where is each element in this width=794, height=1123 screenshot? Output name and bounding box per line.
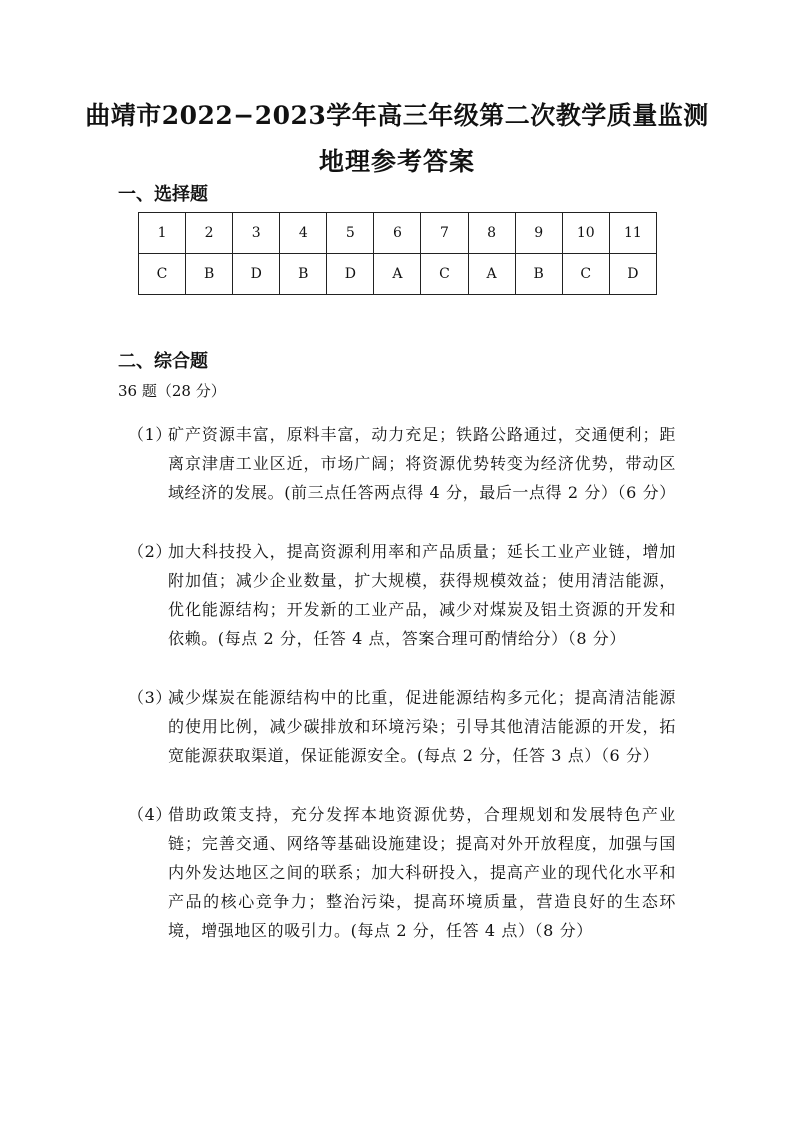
answer-letter-cell: C xyxy=(562,254,609,295)
answer-letter-cell: D xyxy=(327,254,374,295)
answer-item-text: 矿产资源丰富，原料丰富，动力充足；铁路公路通过，交通便利；距离京津唐工业区近，市场广阔；将资源优势转变为经济优势，带动区域经济的发展。(前三点任答两点得 4 分，最后一点得 2 分）（6 分） xyxy=(168,425,676,502)
answer-letter-cell: B xyxy=(280,254,327,295)
answer-item-2 xyxy=(128,537,676,653)
question-number-row xyxy=(139,213,657,254)
answer-letter-cell: D xyxy=(609,254,656,295)
answer-item-number: （3） xyxy=(128,688,172,707)
answer-letter-cell: C xyxy=(139,254,186,295)
answer-item-number: （4） xyxy=(128,805,172,824)
answer-item-number: （2） xyxy=(128,542,172,561)
question-number-cell: 9 xyxy=(515,213,562,254)
question-number-cell: 11 xyxy=(609,213,656,254)
question-number-cell: 7 xyxy=(421,213,468,254)
question-number-cell: 10 xyxy=(562,213,609,254)
answer-letter-cell: A xyxy=(374,254,421,295)
answer-item-3 xyxy=(128,683,676,770)
answer-letter-cell: C xyxy=(421,254,468,295)
question-number-cell: 4 xyxy=(280,213,327,254)
answer-letter-cell: D xyxy=(233,254,280,295)
question-36-label: 36 题（28 分） xyxy=(118,382,226,400)
question-number-cell: 1 xyxy=(139,213,186,254)
question-number-cell: 2 xyxy=(186,213,233,254)
page-title: 曲靖市2022−2023学年高三年级第二次教学质量监测 xyxy=(85,101,709,130)
answer-letter-cell: A xyxy=(468,254,515,295)
answer-item-4 xyxy=(128,800,676,945)
section-heading-multiple-choice: 一、选择题 xyxy=(118,184,208,205)
answer-letter-cell: B xyxy=(186,254,233,295)
answer-letter-cell: B xyxy=(515,254,562,295)
section-heading-comprehensive: 二、综合题 xyxy=(118,351,208,372)
answer-item-number: （1） xyxy=(128,425,172,444)
question-number-cell: 5 xyxy=(327,213,374,254)
answer-letter-row xyxy=(139,254,657,295)
answer-item-text: 加大科技投入，提高资源利用率和产品质量；延长工业产业链，增加附加值；减少企业数量，扩大规模，获得规模效益；使用清洁能源，优化能源结构；开发新的工业产品，减少对煤炭及铝土资源的开发和依赖。(每点 2 分，任答 4 点，答案合理可酌情给分）（8 分） xyxy=(168,542,676,648)
answer-item-text: 减少煤炭在能源结构中的比重，促进能源结构多元化；提高清洁能源的使用比例，减少碳排放和环境污染；引导其他清洁能源的开发，拓宽能源获取渠道，保证能源安全。(每点 2 分，任答 3 点）（6 分） xyxy=(168,688,676,765)
question-number-cell: 3 xyxy=(233,213,280,254)
answer-key-table xyxy=(138,212,657,295)
question-number-cell: 6 xyxy=(374,213,421,254)
answer-item-text: 借助政策支持，充分发挥本地资源优势，合理规划和发展特色产业链；完善交通、网络等基础设施建设；提高对外开放程度，加强与国内外发达地区之间的联系；加大科研投入，提高产业的现代化水平和产品的核心竞争力；整治污染，提高环境质量，营造良好的生态环境，增强地区的吸引力。(每点 2 分，任答 4 点）（8 分） xyxy=(168,805,676,940)
answer-item-1 xyxy=(128,420,676,507)
page-subtitle: 地理参考答案 xyxy=(318,147,475,176)
question-number-cell: 8 xyxy=(468,213,515,254)
